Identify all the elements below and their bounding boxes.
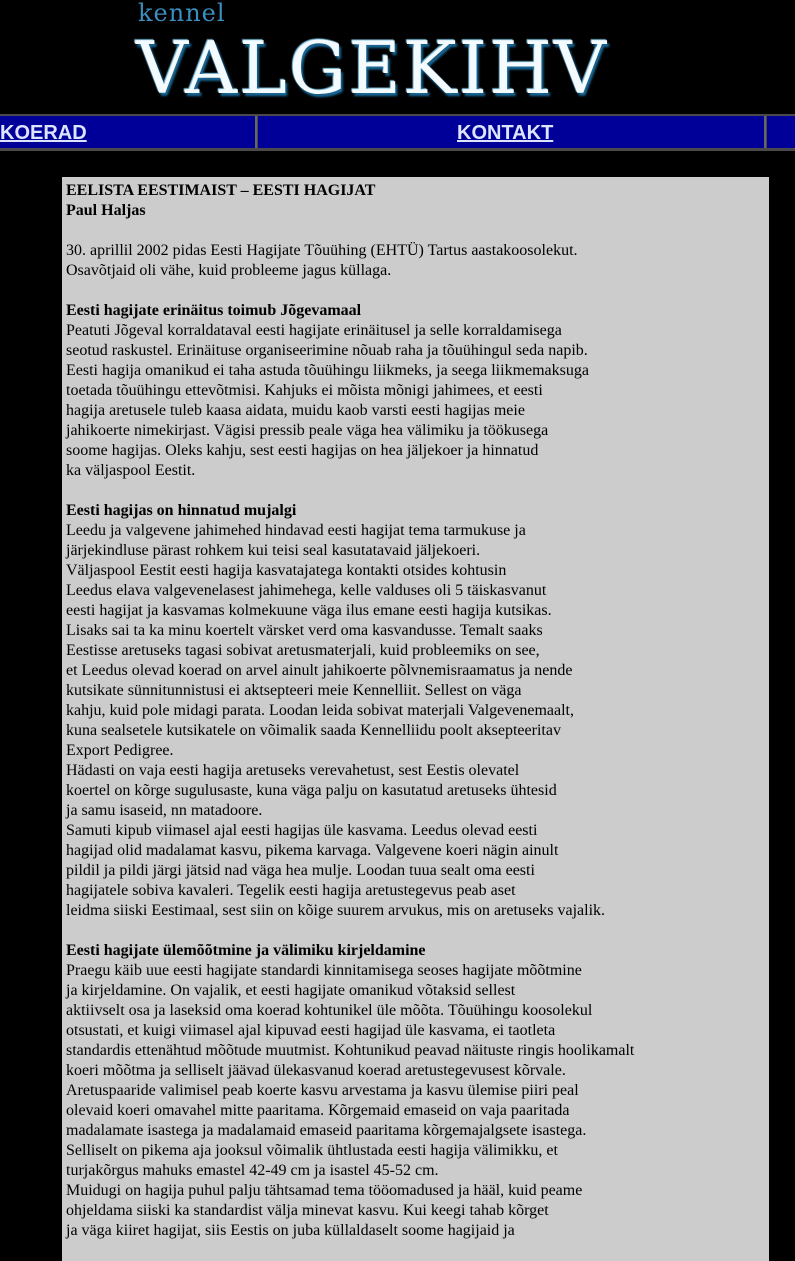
article-sections [66, 281, 769, 1241]
paragraph-line: Samuti kipub viimasel ajal eesti hagijas üle kasvama. Leedus olevad eesti [66, 822, 538, 839]
paragraph-line: Selliselt on pikema aja jooksul võimalik ühtlustada eesti hagija välimikku, et [66, 1142, 558, 1159]
nav-cell-koerad [0, 116, 257, 148]
article-content [62, 177, 769, 1261]
article-section [66, 941, 769, 1241]
paragraph-line: koertel on kõrge sugulusaste, kuna väga palju on kasutatud aretuseks ühtesid [66, 782, 557, 799]
paragraph-line: Lisaks sai ta ka minu koertelt värsket verd oma kasvandusse. Temalt saaks [66, 622, 543, 639]
paragraph-line: Eesti hagija omanikud ei taha astuda tõuühingu liikmeks, ja seega liikmemaksuga [66, 362, 589, 379]
article-intro [66, 241, 769, 281]
paragraph-line: Export Pedigree. [66, 742, 174, 759]
paragraph-line: järjekindluse pärast rohkem kui teisi seal kasutatavaid jäljekoeri. [66, 542, 481, 559]
paragraph-line: aktiivselt osa ja laseksid oma koerad kohtunikel üle mõõta. Tõuühingu koosolekul [66, 1002, 593, 1019]
article-title: EELISTA EESTIMAIST – EESTI HAGIJAT [66, 182, 376, 199]
paragraph-line: toetada tõuühingu ettevõtmisi. Kahjuks ei mõista mõnigi jahimees, et eesti [66, 382, 543, 399]
nav-cell-kontakt [258, 116, 766, 148]
paragraph-line: soome hagijas. Oleks kahju, sest eesti hagijas on hea jäljekoer ja hinnatud [66, 442, 539, 459]
paragraph-line: Muidugi on hagija puhul palju tähtsamad tema tööomadused ja hääl, kuid peame [66, 1182, 583, 1199]
paragraph-line: seotud raskustel. Erinäituse organiseerimine nõuab raha ja tõuühingul seda napib. [66, 342, 588, 359]
paragraph-line: turjakõrgus mahuks emastel 42-49 cm ja isastel 45-52 cm. [66, 1162, 439, 1179]
paragraph-line: Leedu ja valgevene jahimehed hindavad eesti hagijat tema tarmukuse ja [66, 522, 526, 539]
paragraph-line: kahju, kuid pole midagi parata. Loodan leida sobivat materjali Valgevenemaalt, [66, 702, 574, 719]
nav-bar [0, 114, 795, 151]
paragraph-line: eesti hagijat ja kasvamas kolmekuune väga ilus emane eesti hagija kutsikas. [66, 602, 552, 619]
intro-line: Osavõtjaid oli vähe, kuid probleeme jagus küllaga. [66, 262, 392, 279]
article-section [66, 301, 769, 481]
paragraph-line: ja samu isaseid, nn matadoore. [66, 802, 263, 819]
paragraph-line: otsustati, et kuigi viimasel ajal kipuvad eesti hagijad üle kasvama, ei taotleta [66, 1022, 556, 1039]
section-heading: Eesti hagijate erinäitus toimub Jõgevamaal [66, 302, 362, 319]
paragraph-line: koeri mõõtma ja selliselt jäävad ülekasvanud koerad aretustegevusest kõrvale. [66, 1062, 566, 1079]
paragraph-line: pildil ja pildi järgi jätsid nad väga hea mulje. Loodan tuua sealt oma eesti [66, 862, 535, 879]
paragraph-line: kutsikate sünnitunnistusi ei aktsepteeri meie Kennelliit. Sellest on väga [66, 682, 522, 699]
nav-link-koerad[interactable]: KOERAD [0, 122, 87, 144]
paragraph-line: ja väga kiiret hagijat, siis Eestis on juba küllaldaselt soome hagijaid ja [66, 1222, 515, 1239]
nav-link-kontakt[interactable]: KONTAKT [457, 122, 554, 144]
article-author: Paul Haljas [66, 202, 146, 219]
paragraph-line: Eestisse aretuseks tagasi sobivat aretusmaterjali, kuid probleemiks on see, [66, 642, 540, 659]
paragraph-line: olevaid koeri omavahel mitte paaritama. Kõrgemaid emaseid on vaja paaritada [66, 1102, 570, 1119]
paragraph-line: Väljaspool Eestit eesti hagija kasvatajatega kontakti otsides kohtusin [66, 562, 507, 579]
paragraph-line: madalamate isastega ja madalamaid emaseid paaritama kõrgemajalgsete isastega. [66, 1122, 587, 1139]
site-logo [0, 0, 795, 112]
paragraph-line: ka väljaspool Eestit. [66, 462, 196, 479]
paragraph-line: Peatuti Jõgeval korraldataval eesti hagijate erinäitusel ja selle korraldamisega [66, 322, 562, 339]
paragraph-line: jahikoerte nimekirjast. Vägisi pressib peale väga hea välimiku ja töökusega [66, 422, 549, 439]
paragraph-line: ohjeldama siiski ka standardist välja minevat kasvu. Kui keegi tahab kõrget [66, 1202, 549, 1219]
paragraph-line: hagijatele sobiva kavaleri. Tegelik eesti hagija aretustegevus peab aset [66, 882, 516, 899]
paragraph-line: leidma siiski Eestimaal, sest siin on kõige suurem arvukus, mis on aretuseks vajalik. [66, 902, 606, 919]
logo-kennel-text: kennel [138, 0, 226, 27]
paragraph-line: hagija aretusele tuleb kaasa aidata, muidu kaob varsti eesti hagijas meie [66, 402, 525, 419]
section-heading: Eesti hagijate ülemõõtmine ja välimiku kirjeldamine [66, 942, 426, 959]
section-heading: Eesti hagijas on hinnatud mujalgi [66, 502, 297, 519]
logo-name-text: VALGEKIHV [136, 26, 609, 110]
paragraph-line: Aretuspaaride valimisel peab koerte kasvu arvestama ja kasvu ülemise piiri peal [66, 1082, 579, 1099]
paragraph-line: et Leedus olevad koerad on arvel ainult jahikoerte põlvnemisraamatus ja nende [66, 662, 573, 679]
intro-line: 30. aprillil 2002 pidas Eesti Hagijate Tõuühing (EHTÜ) Tartus aastakoosolekut. [66, 242, 578, 259]
paragraph-line: Leedus elava valgevenelasest jahimehega, kelle valduses oli 5 täiskasvanut [66, 582, 547, 599]
paragraph-line: standardis ettenähtud mõõtude muutmist. Kohtunikud peavad näituste ringis hoolikamalt [66, 1042, 635, 1059]
article-section [66, 501, 769, 921]
paragraph-line: kuna sealsetele kutsikatele on võimalik saada Kennelliidu poolt aksepteeritav [66, 722, 561, 739]
paragraph-line: hagijad olid madalamat kasvu, pikema karvaga. Valgevene koeri nägin ainult [66, 842, 559, 859]
paragraph-line: Praegu käib uue eesti hagijate standardi kinnitamisega seoses hagijate mõõtmine [66, 962, 582, 979]
paragraph-line: Hädasti on vaja eesti hagija aretuseks verevahetust, sest Eestis olevatel [66, 762, 520, 779]
paragraph-line: ja kirjeldamine. On vajalik, et eesti hagijate omanikud võtaksid sellest [66, 982, 516, 999]
nav-cell-next [767, 116, 795, 148]
